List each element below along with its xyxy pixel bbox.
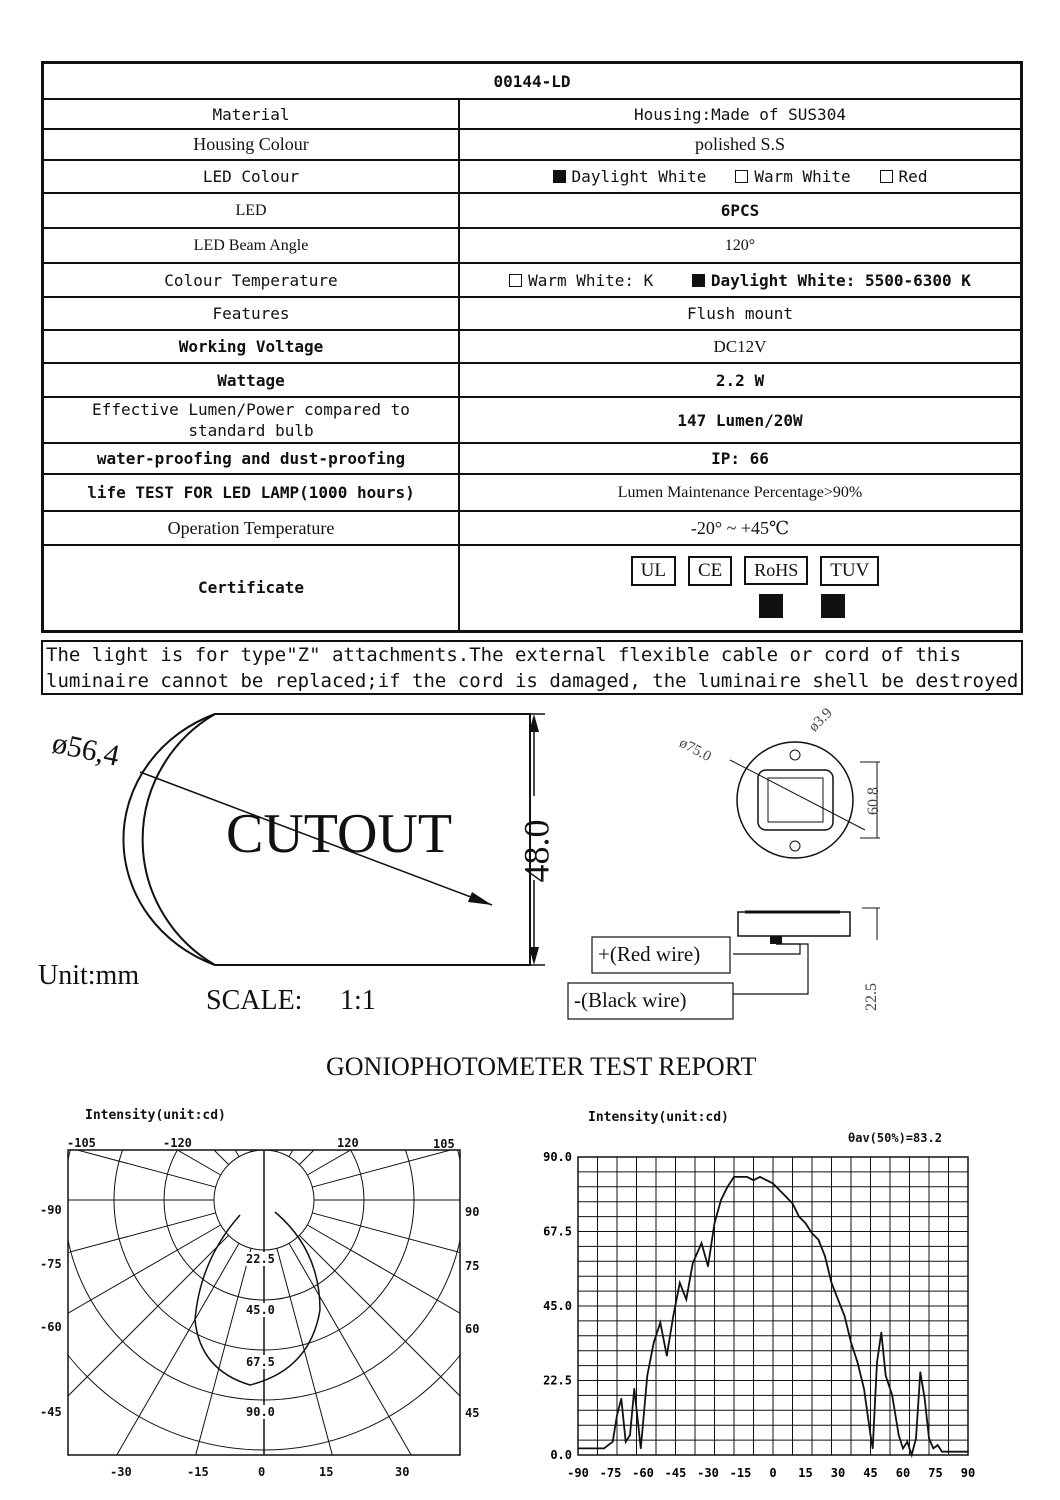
- y-tick-label: 45.0: [543, 1299, 572, 1313]
- cutout-diameter: ø56,4: [49, 726, 123, 773]
- polar-spoke: [0, 1035, 221, 1175]
- polar-ring-label: 67.5: [246, 1355, 275, 1369]
- polar-spoke: [299, 967, 497, 1165]
- row-value: 147 Lumen/20W: [459, 397, 1022, 443]
- row-key: Housing Colour: [43, 129, 460, 160]
- data-point: [798, 1216, 800, 1218]
- data-point: [857, 1361, 859, 1363]
- cert-ce: CE: [688, 556, 732, 586]
- x-tick-label: 15: [798, 1466, 813, 1480]
- polar-top-label: -120: [163, 1136, 192, 1150]
- data-point: [673, 1315, 675, 1317]
- data-point: [720, 1199, 722, 1201]
- line-chart-title: Intensity(unit:cd): [588, 1110, 729, 1125]
- row-key: Operation Temperature: [43, 511, 460, 545]
- polar-spoke: [307, 1225, 549, 1365]
- row-value: DC12V: [459, 330, 1022, 363]
- polar-right-label: 45: [465, 1406, 480, 1420]
- cert-ul: UL: [631, 556, 676, 586]
- polar-bottom-label: 15: [319, 1465, 334, 1479]
- x-tick-label: 30: [830, 1466, 846, 1480]
- red-wire-label: +(Red wire): [598, 942, 701, 966]
- data-point: [870, 1434, 872, 1436]
- row-value: 120°: [459, 228, 1022, 263]
- y-tick-label: 67.5: [543, 1224, 572, 1239]
- line-chart-annotation: θav(50%)=83.2: [848, 1131, 942, 1145]
- data-point: [818, 1239, 820, 1241]
- polar-spoke: [0, 1115, 216, 1187]
- data-point: [679, 1282, 681, 1284]
- x-tick-label: 75: [928, 1466, 943, 1480]
- row-key: Features: [43, 297, 460, 330]
- note-line: luminaire cannot be replaced;if the cord is damaged, the luminaire shell be destroyed: [46, 670, 1019, 692]
- polar-ring-label: 45.0: [246, 1303, 275, 1317]
- polar-title: Intensity(unit:cd): [85, 1108, 226, 1123]
- row-key: Working Voltage: [43, 330, 460, 363]
- x-tick-label: -45: [664, 1466, 687, 1480]
- data-point: [941, 1451, 943, 1453]
- polar-spoke: [299, 1235, 497, 1433]
- row-key: LED Colour: [43, 160, 460, 193]
- polar-spoke: [99, 1243, 239, 1485]
- data-point: [772, 1183, 774, 1185]
- data-point: [692, 1262, 694, 1264]
- data-point: [876, 1361, 878, 1363]
- data-point: [621, 1398, 623, 1400]
- data-point: [592, 1448, 594, 1450]
- y-tick-label: 22.5: [543, 1373, 572, 1388]
- data-point: [844, 1315, 846, 1317]
- report-title: GONIOPHOTOMETER TEST REPORT: [326, 1052, 757, 1081]
- polar-grid: [0, 870, 594, 1500]
- row-value: IP: 66: [459, 443, 1022, 474]
- polar-spoke: [99, 914, 239, 1156]
- data-point: [753, 1179, 755, 1181]
- data-point: [891, 1395, 893, 1397]
- x-tick-label: -30: [697, 1466, 719, 1480]
- data-point: [625, 1441, 627, 1443]
- polar-left-label: -90: [40, 1203, 62, 1217]
- row-key: Material: [43, 99, 460, 129]
- data-point: [881, 1332, 883, 1334]
- x-tick-label: 90: [960, 1466, 976, 1480]
- body-height: 60.8: [865, 787, 882, 815]
- polar-right-label: 60: [465, 1322, 480, 1336]
- data-point: [746, 1176, 748, 1178]
- cert-rohs: RoHS: [744, 556, 808, 585]
- data-point: [920, 1371, 922, 1373]
- polar-bottom-label: -15: [187, 1465, 209, 1479]
- row-key: LED: [43, 193, 460, 228]
- data-point: [653, 1342, 655, 1344]
- note-line: The light is for type"Z" attachments.The external flexible cable or cord of this: [46, 644, 962, 666]
- data-point: [701, 1242, 703, 1244]
- data-point: [603, 1448, 605, 1450]
- data-point: [714, 1222, 716, 1224]
- row-value: 2.2 W: [459, 363, 1022, 397]
- option-label: Red: [898, 167, 928, 186]
- cert-tuv: TUV: [820, 556, 879, 586]
- polar-left-label: -60: [40, 1320, 62, 1334]
- data-point: [911, 1454, 913, 1456]
- polar-spoke: [289, 914, 429, 1156]
- data-point: [759, 1176, 761, 1178]
- data-point: [612, 1441, 614, 1443]
- polar-left-label: -75: [40, 1257, 62, 1271]
- scale-label: SCALE:: [206, 985, 303, 1016]
- polar-bottom-label: 30: [395, 1465, 410, 1479]
- x-tick-label: 0: [769, 1466, 777, 1480]
- data-point: [740, 1176, 742, 1178]
- row-value: Lumen Maintenance Percentage>90%: [459, 474, 1022, 511]
- data-point: [805, 1222, 807, 1224]
- x-tick-label: 60: [895, 1466, 911, 1480]
- data-point: [924, 1398, 926, 1400]
- data-point: [577, 1448, 579, 1450]
- row-value: polished S.S: [459, 129, 1022, 160]
- data-point: [837, 1299, 839, 1301]
- data-point: [727, 1186, 729, 1188]
- polar-spoke: [31, 967, 229, 1165]
- row-key: LED Beam Angle: [43, 228, 460, 263]
- polar-left-label: -45: [40, 1405, 62, 1419]
- row-value: -20° ~ +45℃: [459, 511, 1022, 545]
- data-point: [850, 1342, 852, 1344]
- row-value: 6PCS: [459, 193, 1022, 228]
- option-label: Warm White: K: [528, 270, 654, 290]
- row-key: Wattage: [43, 363, 460, 397]
- data-point: [616, 1414, 618, 1416]
- data-point: [647, 1375, 649, 1377]
- polar-top-label: 105: [433, 1137, 455, 1151]
- unit-label: Unit:mm: [38, 960, 140, 991]
- data-point: [640, 1448, 642, 1450]
- data-point: [660, 1322, 662, 1324]
- polar-ring-label: 22.5: [246, 1252, 275, 1266]
- x-tick-label: -90: [567, 1466, 589, 1480]
- data-point: [907, 1441, 909, 1443]
- polar-ring-label: 90.0: [246, 1405, 275, 1419]
- data-point: [872, 1448, 874, 1450]
- x-tick-label: -15: [729, 1466, 752, 1480]
- polar-top-label: -105: [67, 1136, 96, 1150]
- y-tick-label: 0.0: [550, 1448, 572, 1462]
- data-point: [766, 1179, 768, 1181]
- row-key: Certificate: [43, 545, 460, 631]
- y-tick-label: 90.0: [543, 1150, 572, 1164]
- option-label: Daylight White: 5500-6300 K: [710, 270, 971, 290]
- data-point: [634, 1388, 636, 1390]
- scale-value: 1:1: [340, 985, 376, 1016]
- data-point: [831, 1282, 833, 1284]
- data-point: [898, 1434, 900, 1436]
- row-key: Colour Temperature: [43, 263, 460, 297]
- data-point: [902, 1448, 904, 1450]
- polar-bottom-label: 0: [258, 1465, 266, 1479]
- hole-diameter: ø3.9: [805, 705, 836, 736]
- x-tick-label: -75: [599, 1466, 622, 1480]
- outer-diameter: ø75.0: [676, 735, 714, 766]
- x-tick-label: 45: [863, 1466, 878, 1480]
- polar-spoke: [0, 1225, 221, 1365]
- depth-dimension: 22.5: [863, 983, 880, 1011]
- polar-top-label: 120: [337, 1136, 359, 1150]
- row-value: Flush mount: [459, 297, 1022, 330]
- data-point: [950, 1451, 952, 1453]
- data-point: [928, 1438, 930, 1440]
- data-point: [959, 1451, 961, 1453]
- polar-spoke: [0, 1213, 216, 1285]
- data-point: [686, 1299, 688, 1301]
- data-point: [824, 1256, 826, 1258]
- data-point: [811, 1232, 813, 1234]
- row-key: life TEST FOR LED LAMP(1000 hours): [43, 474, 460, 511]
- polar-spoke: [307, 1035, 549, 1175]
- data-point: [779, 1189, 781, 1191]
- data-point: [792, 1203, 794, 1205]
- row-key: Effective Lumen/Power compared to standard bulb: [43, 397, 460, 443]
- data-point: [785, 1196, 787, 1198]
- product-code: 00144-LD: [43, 63, 1022, 100]
- data-point: [863, 1388, 865, 1390]
- option-label: Warm White: [754, 167, 851, 186]
- data-point: [707, 1265, 709, 1267]
- polar-right-label: 90: [465, 1205, 480, 1219]
- data-point: [933, 1448, 935, 1450]
- data-point: [937, 1444, 939, 1446]
- cutout-label: CUTOUT: [226, 803, 453, 865]
- data-point: [967, 1451, 969, 1453]
- black-wire-label: -(Black wire): [574, 988, 687, 1012]
- line-chart: [543, 1150, 975, 1480]
- data-point: [733, 1176, 735, 1178]
- cutout-height: 48.0: [516, 819, 557, 883]
- polar-spoke: [277, 881, 349, 1151]
- data-point: [666, 1355, 668, 1357]
- polar-spoke: [289, 1243, 429, 1485]
- data-point: [885, 1375, 887, 1377]
- option-label: Daylight White: [571, 167, 707, 186]
- x-tick-label: -60: [632, 1466, 654, 1480]
- row-value: Housing:Made of SUS304: [459, 99, 1022, 129]
- data-point: [915, 1438, 917, 1440]
- row-key: water-proofing and dust-proofing: [43, 443, 460, 474]
- polar-spoke: [179, 881, 251, 1151]
- data-point: [629, 1434, 631, 1436]
- polar-bottom-label: -30: [110, 1465, 132, 1479]
- polar-right-label: 75: [465, 1259, 480, 1273]
- polar-spoke: [31, 1235, 229, 1433]
